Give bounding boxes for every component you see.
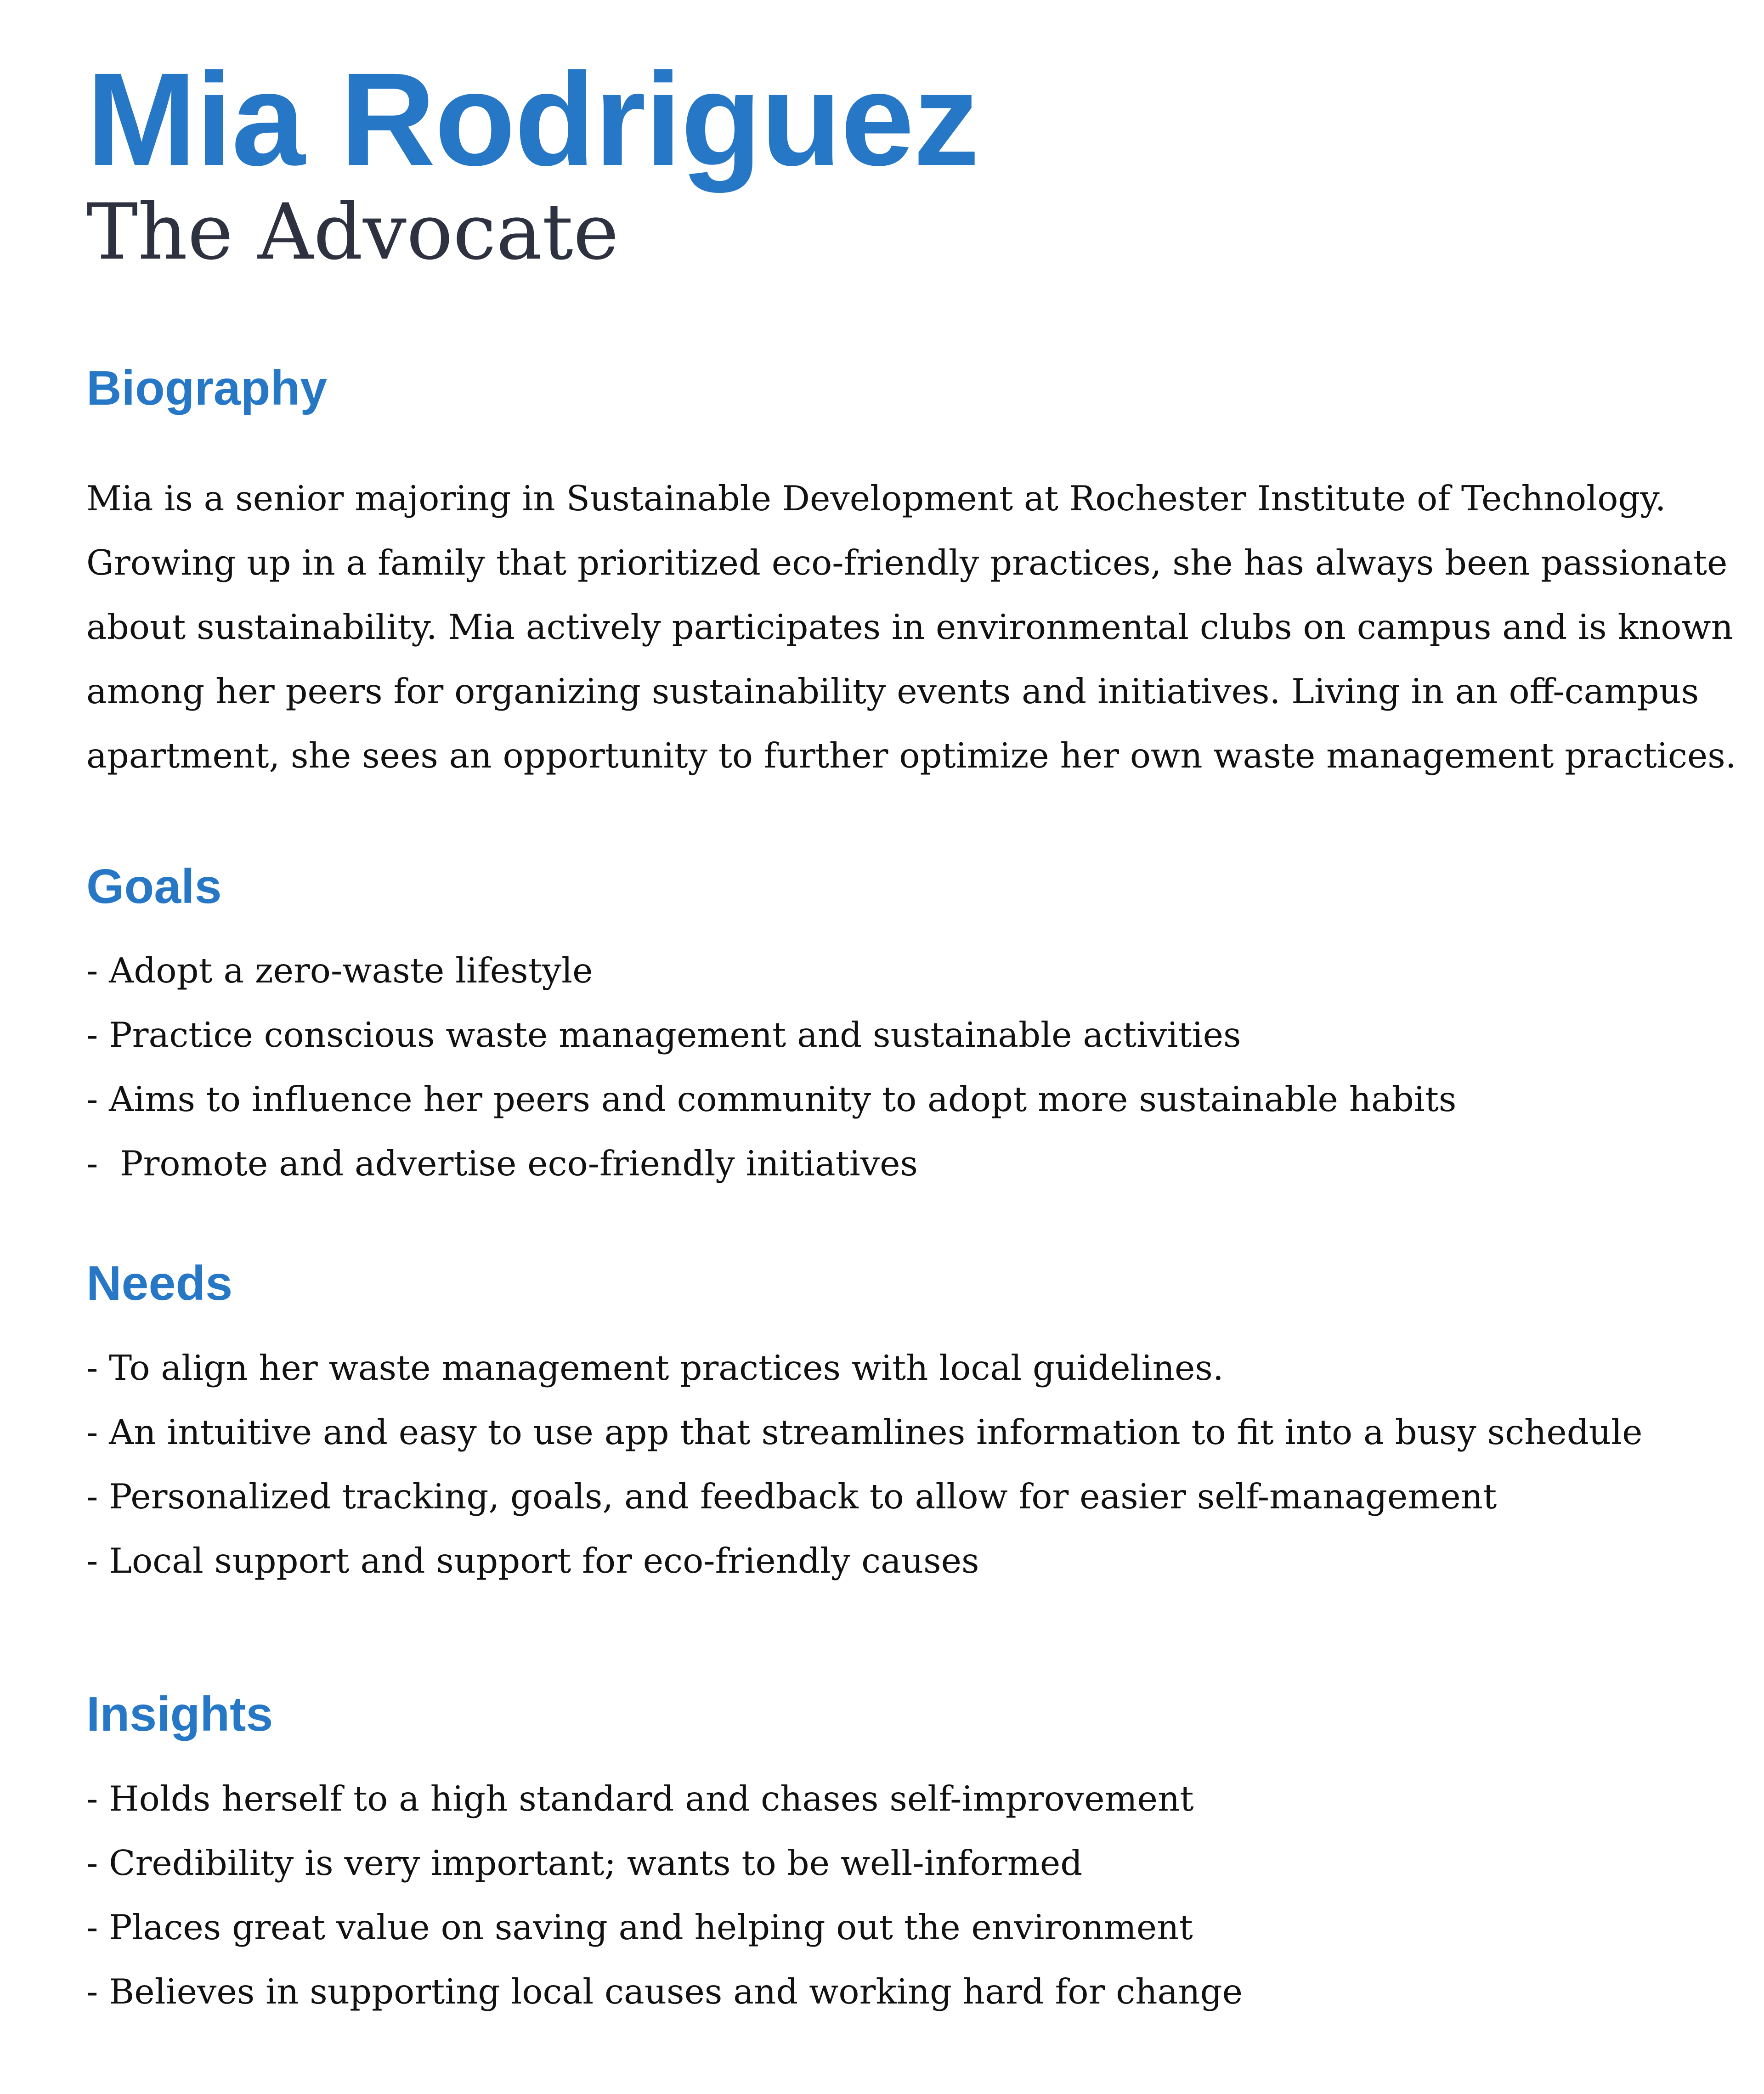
goals-heading: Goals xyxy=(86,859,222,914)
list-item: - Local support and support for eco-friendly causes xyxy=(86,1541,979,1581)
list-item: - Personalized tracking, goals, and feedback to allow for easier self-management xyxy=(86,1476,1497,1517)
list-item: - An intuitive and easy to use app that streamlines information to fit into a busy schedule xyxy=(86,1412,1643,1452)
list-item: - Practice conscious waste management and sustainable activities xyxy=(86,1015,1241,1055)
list-item: - Credibility is very important; wants to be well-informed xyxy=(86,1843,1083,1883)
list-item: - Places great value on saving and helping out the environment xyxy=(86,1907,1193,1947)
needs-heading: Needs xyxy=(86,1256,233,1310)
persona-name: Mia Rodriguez xyxy=(86,45,979,193)
list-item: - Adopt a zero-waste lifestyle xyxy=(86,950,593,991)
list-item: - Aims to influence her peers and community to adopt more sustainable habits xyxy=(86,1079,1457,1119)
biography-heading: Biography xyxy=(86,361,328,415)
list-item: - To align her waste management practices with local guidelines. xyxy=(86,1348,1224,1388)
biography-line: Mia is a senior majoring in Sustainable Development at Rochester Institute of Technology. xyxy=(86,478,1666,519)
biography-line: apartment, she sees an opportunity to further optimize her own waste management practices. xyxy=(86,735,1736,776)
list-item: - Holds herself to a high standard and chases self-improvement xyxy=(86,1778,1194,1819)
biography-line: about sustainability. Mia actively participates in environmental clubs on campus and is known xyxy=(86,607,1733,647)
biography-line: Growing up in a family that prioritized eco-friendly practices, she has always been passionate xyxy=(86,542,1728,583)
list-item: - Believes in supporting local causes and working hard for change xyxy=(86,1971,1243,2012)
insights-heading: Insights xyxy=(86,1687,273,1741)
persona-archetype: The Advocate xyxy=(86,187,619,277)
list-item: - Promote and advertise eco-friendly initiatives xyxy=(86,1143,918,1184)
biography-line: among her peers for organizing sustainability events and initiatives. Living in an off-campus xyxy=(86,671,1699,711)
